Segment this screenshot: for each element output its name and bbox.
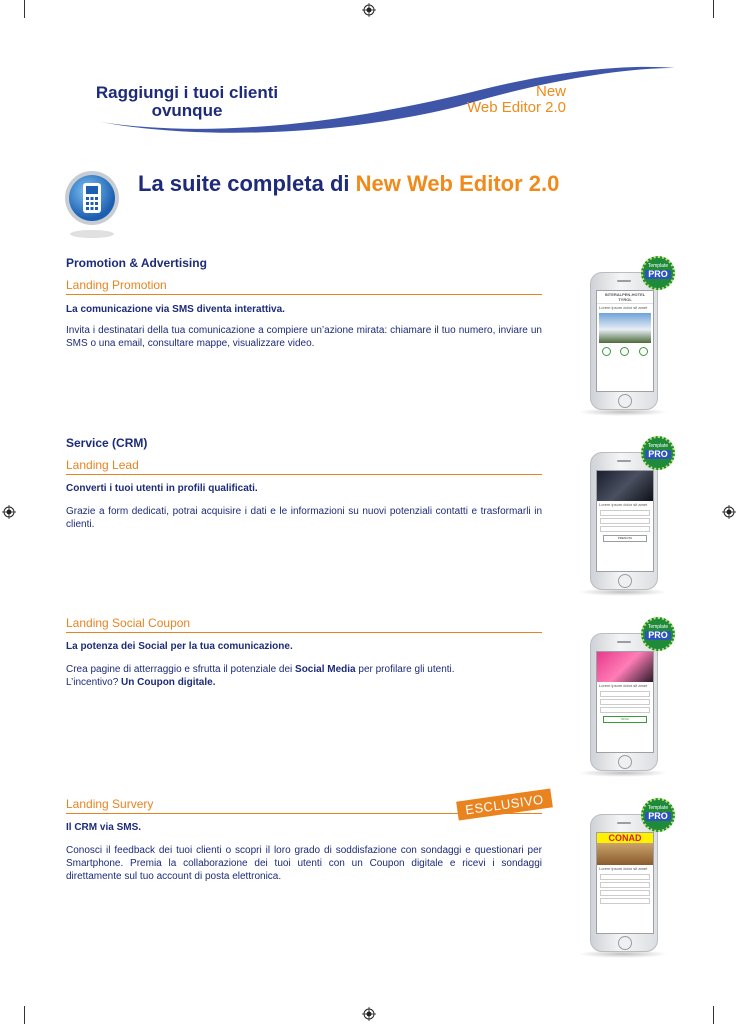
phone-brand: INTERALPEN-HOTEL TYROL: [597, 291, 653, 304]
page-title-highlight: New Web Editor 2.0: [355, 171, 560, 196]
phone-home-button: [618, 936, 632, 950]
phone-caption: Lorem ipsum dolor sit amet: [599, 866, 648, 871]
header-product-line2: Web Editor 2.0: [467, 99, 566, 116]
registration-mark-icon: [362, 1007, 376, 1021]
template-pro-badge: [641, 798, 675, 832]
phone-mockup: [590, 814, 658, 952]
pro-badge-label: PRO: [645, 450, 671, 459]
phone-speaker: [617, 641, 631, 643]
phone-form-field: [600, 526, 650, 532]
phone-form-field: [600, 882, 650, 888]
section-lead: Converti i tuoi utenti in profili qualificati.: [66, 483, 258, 494]
phone-home-button: [618, 755, 632, 769]
section-body-bold: Social Media: [295, 664, 356, 675]
pro-badge-top: Template: [647, 624, 669, 630]
header-product-line1: New: [535, 83, 566, 100]
registration-mark-icon: [722, 505, 736, 519]
pro-badge-top: Template: [647, 263, 669, 269]
phone-home-button: [618, 394, 632, 408]
page-title: [138, 171, 559, 197]
phone-screen: [596, 470, 654, 572]
section-lead: La potenza dei Social per la tua comunicazione.: [66, 641, 293, 652]
phone-screen: [596, 832, 654, 934]
phone-form-field: [600, 707, 650, 713]
section-heading: Service (CRM): [66, 436, 148, 450]
section-body-text: L’incentivo?: [66, 677, 122, 688]
phone-form-field: [600, 691, 650, 697]
template-pro-badge: [641, 436, 675, 470]
phone-image: [599, 313, 651, 343]
phone-brand: CONAD: [597, 833, 653, 843]
crop-mark: [713, 1006, 714, 1024]
phone-mockup: [590, 272, 658, 410]
section-body-text: Crea pagine di atterraggio e sfrutta il potenziale dei: [66, 664, 296, 675]
phone-image: [597, 843, 653, 865]
phone-caption: Lorem ipsum dolor sit amet: [599, 305, 648, 310]
template-pro-badge: [641, 617, 675, 651]
section-body-text: per profilare gli utenti.: [355, 664, 455, 675]
registration-mark-icon: [2, 505, 16, 519]
phone-home-button: [618, 574, 632, 588]
section-body: [66, 663, 542, 689]
pro-badge-label: PRO: [645, 270, 671, 279]
phone-mockup: [590, 633, 658, 771]
phone-screen: [596, 651, 654, 753]
pro-badge-top: Template: [647, 443, 669, 449]
circle-icon: [602, 347, 611, 356]
phone-form-button: PRENOTA: [603, 535, 647, 542]
phone-speaker: [617, 460, 631, 462]
section-body: Invita i destinatari della tua comunicazione a compiere un’azione mirata: chiamare il tuo numero, inviare un SMS o una email, consultare mappe, visualizzare video.: [66, 325, 542, 349]
section-subheading: Landing Lead: [66, 458, 542, 475]
section-subheading: Landing Survery: [66, 797, 542, 814]
phone-mockup: [590, 452, 658, 590]
phone-image: [597, 471, 653, 501]
pro-badge-label: PRO: [645, 812, 671, 821]
mobile-phone-icon: [64, 170, 120, 240]
phone-form-field: [600, 874, 650, 880]
section-heading: Promotion & Advertising: [66, 256, 207, 270]
crop-mark: [24, 0, 25, 18]
phone-form-field: [600, 898, 650, 904]
crop-mark: [24, 1006, 25, 1024]
header-product: [440, 84, 566, 116]
section-lead: Il CRM via SMS.: [66, 822, 142, 833]
template-pro-badge: [641, 256, 675, 290]
section-body: Conosci il feedback dei tuoi clienti o scopri il loro grado di soddisfazione con sondaggi e questionari per Smartphone. Premia la collaborazione dei tuoi utenti con un Coupon digitale e ricevi i sondaggi direttamente sul tuo account di posta elettronica.: [66, 845, 542, 882]
phone-form-field: [600, 699, 650, 705]
crop-mark: [713, 0, 714, 18]
phone-icons: [597, 347, 653, 356]
phone-speaker: [617, 822, 631, 824]
section-body: Grazie a form dedicati, potrai acquisire i dati e le informazioni su nuovi potenziali contatti e trasformarli in clienti.: [66, 506, 542, 530]
section-subheading: Landing Social Coupon: [66, 616, 542, 633]
phone-speaker: [617, 280, 631, 282]
phone-caption: Lorem ipsum dolor sit amet: [599, 683, 648, 688]
pro-badge-top: Template: [647, 805, 669, 811]
section-lead: La comunicazione via SMS diventa interattiva.: [66, 304, 285, 315]
phone-form-field: [600, 518, 650, 524]
phone-form-field: [600, 890, 650, 896]
circle-icon: [639, 347, 648, 356]
section-body-bold: Un Coupon digitale.: [121, 677, 216, 688]
circle-icon: [620, 347, 629, 356]
registration-mark-icon: [362, 3, 376, 17]
page-title-prefix: La suite completa di: [138, 171, 356, 196]
phone-screen: [596, 290, 654, 392]
phone-form-field: [600, 510, 650, 516]
section-subheading: Landing Promotion: [66, 278, 542, 295]
phone-form-button: INVIA: [603, 716, 647, 723]
header-tagline: Raggiungi i tuoi clienti ovunque: [95, 83, 279, 120]
exclusive-badge: ESCLUSIVO: [456, 788, 553, 820]
phone-caption: Lorem ipsum dolor sit amet: [599, 502, 648, 507]
phone-image: [597, 652, 653, 682]
pro-badge-label: PRO: [645, 631, 671, 640]
